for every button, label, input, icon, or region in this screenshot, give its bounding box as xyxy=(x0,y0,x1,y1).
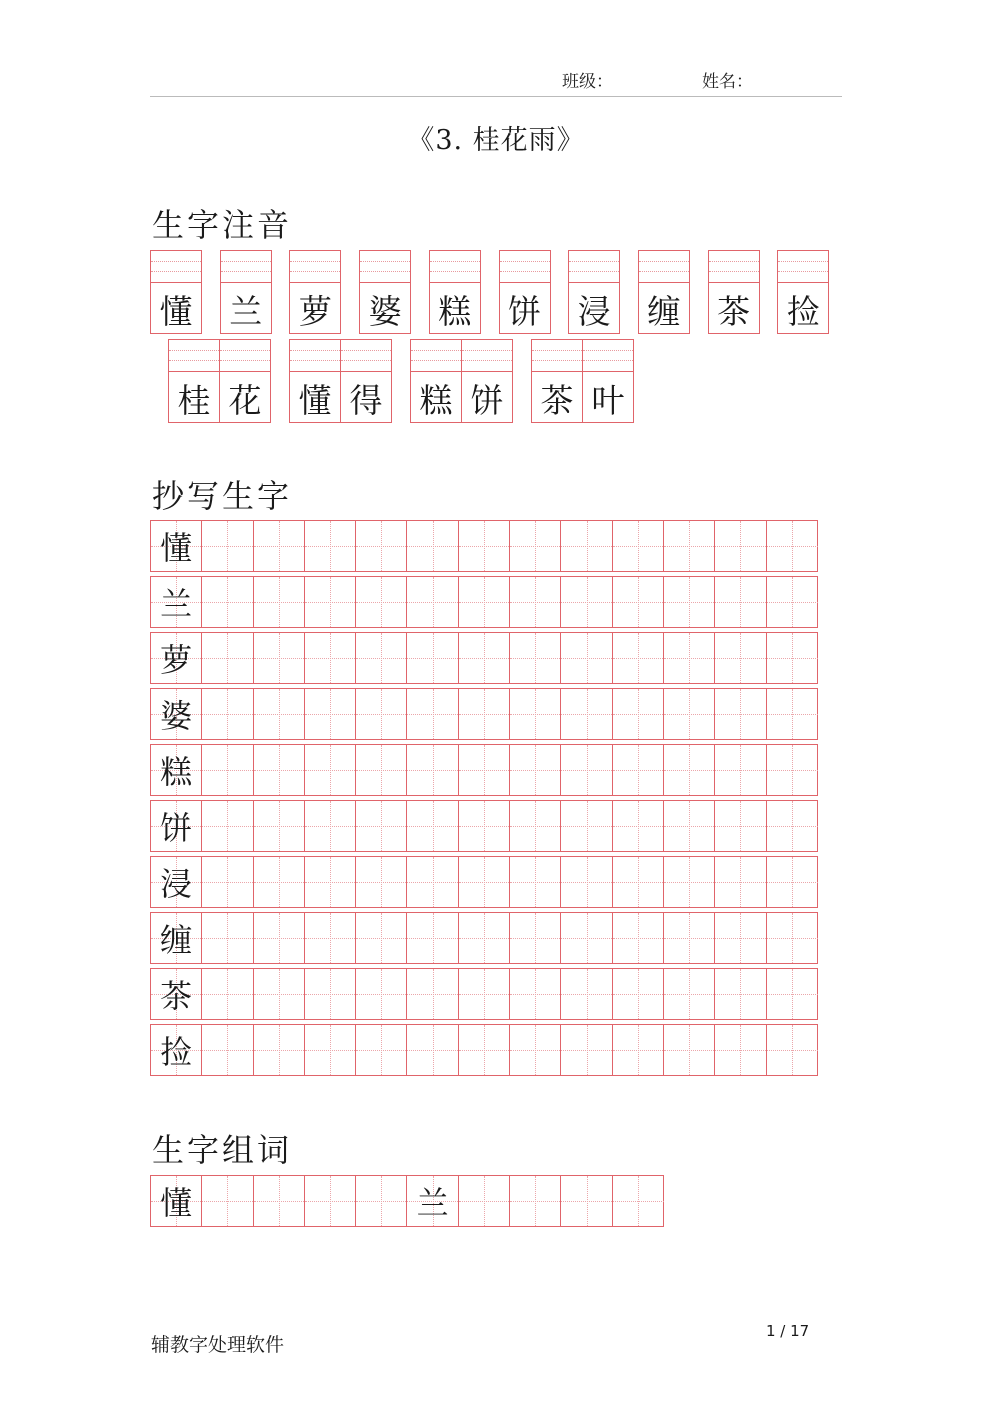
copy-write-cell[interactable] xyxy=(715,521,766,571)
copy-write-cell[interactable] xyxy=(613,633,664,683)
copy-write-cell[interactable] xyxy=(254,857,305,907)
copy-write-cell[interactable] xyxy=(715,1025,766,1075)
copy-write-cell[interactable] xyxy=(305,913,356,963)
copy-model-cell xyxy=(151,577,202,627)
copy-write-cell[interactable] xyxy=(202,577,253,627)
copy-write-cell[interactable] xyxy=(767,1025,818,1075)
copy-model-character: 懂 xyxy=(160,529,193,567)
pinyin-line[interactable] xyxy=(169,340,219,372)
copy-write-cell[interactable] xyxy=(715,801,766,851)
copy-write-cell[interactable] xyxy=(664,801,715,851)
copy-model-cell xyxy=(151,745,202,795)
copy-model-character: 浸 xyxy=(160,865,193,903)
pinyin-word-character: 花 xyxy=(228,380,262,420)
copy-write-cell[interactable] xyxy=(407,857,458,907)
word-write-cell[interactable] xyxy=(305,1176,356,1226)
copy-write-cell[interactable] xyxy=(356,1025,407,1075)
copy-write-cell[interactable] xyxy=(561,857,612,907)
copy-write-cell[interactable] xyxy=(356,633,407,683)
pinyin-word-box xyxy=(582,339,634,423)
copy-write-cell[interactable] xyxy=(254,521,305,571)
copy-model-cell xyxy=(151,521,202,571)
copy-model-character: 缠 xyxy=(160,921,193,959)
pinyin-line[interactable] xyxy=(151,251,201,283)
pinyin-line[interactable] xyxy=(583,340,633,372)
word-model-character: 懂 xyxy=(160,1184,193,1222)
copy-write-cell[interactable] xyxy=(407,577,458,627)
copy-write-cell[interactable] xyxy=(305,801,356,851)
pinyin-word-character: 得 xyxy=(349,380,383,420)
copy-write-cell[interactable] xyxy=(767,521,818,571)
copy-write-cell[interactable] xyxy=(305,577,356,627)
copy-write-cell[interactable] xyxy=(715,745,766,795)
pinyin-character: 糕 xyxy=(438,291,472,331)
copy-write-cell[interactable] xyxy=(254,969,305,1019)
copy-model-cell xyxy=(151,913,202,963)
copy-write-cell[interactable] xyxy=(664,969,715,1019)
word-model-character: 兰 xyxy=(416,1184,449,1222)
copy-write-cell[interactable] xyxy=(715,577,766,627)
copy-write-cell[interactable] xyxy=(561,801,612,851)
copy-write-cell[interactable] xyxy=(664,913,715,963)
copy-write-cell[interactable] xyxy=(202,969,253,1019)
copy-write-cell[interactable] xyxy=(305,857,356,907)
pinyin-line[interactable] xyxy=(221,251,271,283)
copy-write-cell[interactable] xyxy=(305,745,356,795)
pinyin-line[interactable] xyxy=(639,251,689,283)
footer-software: 辅教字处理软件 xyxy=(151,1334,285,1356)
copy-write-cell[interactable] xyxy=(561,969,612,1019)
copy-write-cell[interactable] xyxy=(767,801,818,851)
copy-model-character: 婆 xyxy=(160,697,193,735)
copy-write-cell[interactable] xyxy=(356,969,407,1019)
copy-write-cell[interactable] xyxy=(459,969,510,1019)
copy-write-cell[interactable] xyxy=(407,745,458,795)
word-write-cell[interactable] xyxy=(613,1176,664,1226)
copy-write-cell[interactable] xyxy=(202,913,253,963)
pinyin-box xyxy=(568,250,620,334)
copy-write-cell[interactable] xyxy=(254,1025,305,1075)
copy-write-cell[interactable] xyxy=(407,801,458,851)
copy-write-cell[interactable] xyxy=(356,857,407,907)
copy-write-cell[interactable] xyxy=(459,521,510,571)
pinyin-line[interactable] xyxy=(411,340,461,372)
copy-row xyxy=(150,912,818,964)
words-row xyxy=(150,1175,664,1227)
copy-write-cell[interactable] xyxy=(561,577,612,627)
copy-write-cell[interactable] xyxy=(459,913,510,963)
word-write-cell[interactable] xyxy=(561,1176,612,1226)
pinyin-line[interactable] xyxy=(341,340,391,372)
copy-write-cell[interactable] xyxy=(664,521,715,571)
copy-row xyxy=(150,800,818,852)
copy-write-cell[interactable] xyxy=(510,913,561,963)
copy-write-cell[interactable] xyxy=(356,913,407,963)
copy-write-cell[interactable] xyxy=(459,577,510,627)
pinyin-word-box xyxy=(461,339,513,423)
copy-write-cell[interactable] xyxy=(202,633,253,683)
copy-write-cell[interactable] xyxy=(356,577,407,627)
pinyin-box xyxy=(220,250,272,334)
pinyin-box xyxy=(429,250,481,334)
copy-write-cell[interactable] xyxy=(561,521,612,571)
copy-write-cell[interactable] xyxy=(254,633,305,683)
copy-write-cell[interactable] xyxy=(407,633,458,683)
pinyin-word-character: 糕 xyxy=(419,380,453,420)
section-title-copy: 抄写生字 xyxy=(152,477,293,515)
copy-write-cell[interactable] xyxy=(561,745,612,795)
copy-write-cell[interactable] xyxy=(407,969,458,1019)
copy-write-cell[interactable] xyxy=(664,577,715,627)
copy-model-character: 茶 xyxy=(160,977,193,1015)
copy-write-cell[interactable] xyxy=(510,689,561,739)
copy-write-cell[interactable] xyxy=(356,745,407,795)
copy-write-cell[interactable] xyxy=(510,969,561,1019)
copy-write-cell[interactable] xyxy=(613,1025,664,1075)
copy-write-cell[interactable] xyxy=(613,689,664,739)
copy-row xyxy=(150,744,818,796)
copy-write-cell[interactable] xyxy=(767,689,818,739)
copy-model-character: 捡 xyxy=(160,1033,193,1071)
pinyin-word-box xyxy=(289,339,341,423)
pinyin-line[interactable] xyxy=(290,340,340,372)
copy-model-cell xyxy=(151,969,202,1019)
copy-model-cell xyxy=(151,857,202,907)
copy-write-cell[interactable] xyxy=(510,633,561,683)
copy-model-character: 萝 xyxy=(160,641,193,679)
copy-write-cell[interactable] xyxy=(767,633,818,683)
copy-row xyxy=(150,1024,818,1076)
copy-write-cell[interactable] xyxy=(459,801,510,851)
copy-write-cell[interactable] xyxy=(561,913,612,963)
copy-write-cell[interactable] xyxy=(254,689,305,739)
pinyin-character: 茶 xyxy=(717,291,751,331)
pinyin-line[interactable] xyxy=(778,251,828,283)
pinyin-box xyxy=(289,250,341,334)
pinyin-box xyxy=(638,250,690,334)
copy-write-cell[interactable] xyxy=(305,1025,356,1075)
copy-write-cell[interactable] xyxy=(202,745,253,795)
copy-write-cell[interactable] xyxy=(510,577,561,627)
copy-model-character: 兰 xyxy=(160,585,193,623)
pinyin-box xyxy=(359,250,411,334)
pinyin-word-character: 桂 xyxy=(177,380,211,420)
pinyin-box xyxy=(708,250,760,334)
copy-write-cell[interactable] xyxy=(767,745,818,795)
copy-write-cell[interactable] xyxy=(767,969,818,1019)
copy-write-cell[interactable] xyxy=(459,633,510,683)
copy-write-cell[interactable] xyxy=(254,801,305,851)
class-label: 班级： xyxy=(562,72,613,92)
copy-model-cell xyxy=(151,1025,202,1075)
page-title: 《3. 桂花雨》 xyxy=(407,125,585,156)
pinyin-word-character: 饼 xyxy=(470,380,504,420)
copy-write-cell[interactable] xyxy=(407,1025,458,1075)
copy-row xyxy=(150,688,818,740)
copy-write-cell[interactable] xyxy=(202,689,253,739)
copy-write-cell[interactable] xyxy=(407,521,458,571)
copy-write-cell[interactable] xyxy=(254,913,305,963)
pinyin-character: 缠 xyxy=(647,291,681,331)
copy-write-cell[interactable] xyxy=(561,633,612,683)
pinyin-box xyxy=(777,250,829,334)
pinyin-box xyxy=(499,250,551,334)
copy-write-cell[interactable] xyxy=(510,521,561,571)
copy-write-cell[interactable] xyxy=(715,633,766,683)
word-write-cell[interactable] xyxy=(459,1176,510,1226)
copy-write-cell[interactable] xyxy=(613,857,664,907)
copy-row xyxy=(150,968,818,1020)
pinyin-line[interactable] xyxy=(532,340,582,372)
pinyin-box xyxy=(150,250,202,334)
copy-write-cell[interactable] xyxy=(407,689,458,739)
copy-write-cell[interactable] xyxy=(613,577,664,627)
section-title-words: 生字组词 xyxy=(152,1131,293,1169)
copy-write-cell[interactable] xyxy=(664,1025,715,1075)
copy-write-cell[interactable] xyxy=(613,521,664,571)
copy-write-cell[interactable] xyxy=(202,521,253,571)
pinyin-word-box xyxy=(531,339,583,423)
copy-write-cell[interactable] xyxy=(459,1025,510,1075)
copy-write-cell[interactable] xyxy=(356,801,407,851)
copy-write-cell[interactable] xyxy=(767,913,818,963)
pinyin-line[interactable] xyxy=(360,251,410,283)
header-divider xyxy=(150,96,842,97)
copy-write-cell[interactable] xyxy=(767,857,818,907)
copy-write-cell[interactable] xyxy=(561,1025,612,1075)
pinyin-word-character: 茶 xyxy=(540,380,574,420)
name-label: 姓名： xyxy=(702,72,753,92)
word-write-cell[interactable] xyxy=(356,1176,407,1226)
pinyin-word-box xyxy=(340,339,392,423)
copy-write-cell[interactable] xyxy=(305,633,356,683)
copy-write-cell[interactable] xyxy=(664,745,715,795)
word-model-cell xyxy=(151,1176,202,1226)
copy-write-cell[interactable] xyxy=(510,857,561,907)
copy-write-cell[interactable] xyxy=(767,577,818,627)
copy-model-cell xyxy=(151,801,202,851)
copy-write-cell[interactable] xyxy=(510,1025,561,1075)
copy-write-cell[interactable] xyxy=(305,521,356,571)
pinyin-character: 婆 xyxy=(368,291,402,331)
copy-write-cell[interactable] xyxy=(305,689,356,739)
pinyin-character: 兰 xyxy=(229,291,263,331)
pinyin-line[interactable] xyxy=(220,340,270,372)
copy-model-character: 饼 xyxy=(160,809,193,847)
pinyin-character: 萝 xyxy=(298,291,332,331)
pinyin-line[interactable] xyxy=(430,251,480,283)
copy-write-cell[interactable] xyxy=(664,689,715,739)
copy-write-cell[interactable] xyxy=(407,913,458,963)
pinyin-word-character: 懂 xyxy=(298,380,332,420)
copy-write-cell[interactable] xyxy=(510,745,561,795)
pinyin-character: 懂 xyxy=(159,291,193,331)
pinyin-word-box xyxy=(410,339,462,423)
copy-row xyxy=(150,520,818,572)
copy-write-cell[interactable] xyxy=(254,745,305,795)
pinyin-character: 捡 xyxy=(786,291,820,331)
pinyin-word-box xyxy=(168,339,220,423)
copy-write-cell[interactable] xyxy=(613,969,664,1019)
copy-write-cell[interactable] xyxy=(613,913,664,963)
pinyin-character: 饼 xyxy=(508,291,541,331)
copy-write-cell[interactable] xyxy=(356,521,407,571)
copy-write-cell[interactable] xyxy=(459,857,510,907)
copy-write-cell[interactable] xyxy=(715,969,766,1019)
copy-write-cell[interactable] xyxy=(715,857,766,907)
copy-write-cell[interactable] xyxy=(202,801,253,851)
copy-write-cell[interactable] xyxy=(202,857,253,907)
copy-write-cell[interactable] xyxy=(202,1025,253,1075)
section-title-pinyin: 生字注音 xyxy=(152,206,293,244)
pinyin-line[interactable] xyxy=(290,251,340,283)
copy-write-cell[interactable] xyxy=(715,689,766,739)
copy-write-cell[interactable] xyxy=(356,689,407,739)
copy-write-cell[interactable] xyxy=(459,745,510,795)
copy-write-cell[interactable] xyxy=(305,969,356,1019)
copy-write-cell[interactable] xyxy=(613,745,664,795)
copy-write-cell[interactable] xyxy=(613,801,664,851)
copy-write-cell[interactable] xyxy=(510,801,561,851)
copy-write-cell[interactable] xyxy=(254,577,305,627)
page-number: 1 / 17 xyxy=(766,1322,810,1340)
word-write-cell[interactable] xyxy=(510,1176,561,1226)
pinyin-word-character: 叶 xyxy=(591,380,625,420)
copy-write-cell[interactable] xyxy=(715,913,766,963)
pinyin-word-box xyxy=(219,339,271,423)
word-write-cell[interactable] xyxy=(254,1176,305,1226)
pinyin-line[interactable] xyxy=(709,251,759,283)
copy-model-cell xyxy=(151,633,202,683)
pinyin-character: 浸 xyxy=(577,291,611,331)
word-write-cell[interactable] xyxy=(202,1176,253,1226)
word-model-cell xyxy=(407,1176,458,1226)
copy-model-cell xyxy=(151,689,202,739)
pinyin-line[interactable] xyxy=(462,340,512,372)
copy-row xyxy=(150,856,818,908)
copy-write-cell[interactable] xyxy=(664,633,715,683)
copy-write-cell[interactable] xyxy=(664,857,715,907)
pinyin-line[interactable] xyxy=(569,251,619,283)
pinyin-line[interactable] xyxy=(500,251,550,283)
copy-row xyxy=(150,576,818,628)
copy-write-cell[interactable] xyxy=(459,689,510,739)
copy-model-character: 糕 xyxy=(160,753,193,791)
copy-row xyxy=(150,632,818,684)
copy-write-cell[interactable] xyxy=(561,689,612,739)
